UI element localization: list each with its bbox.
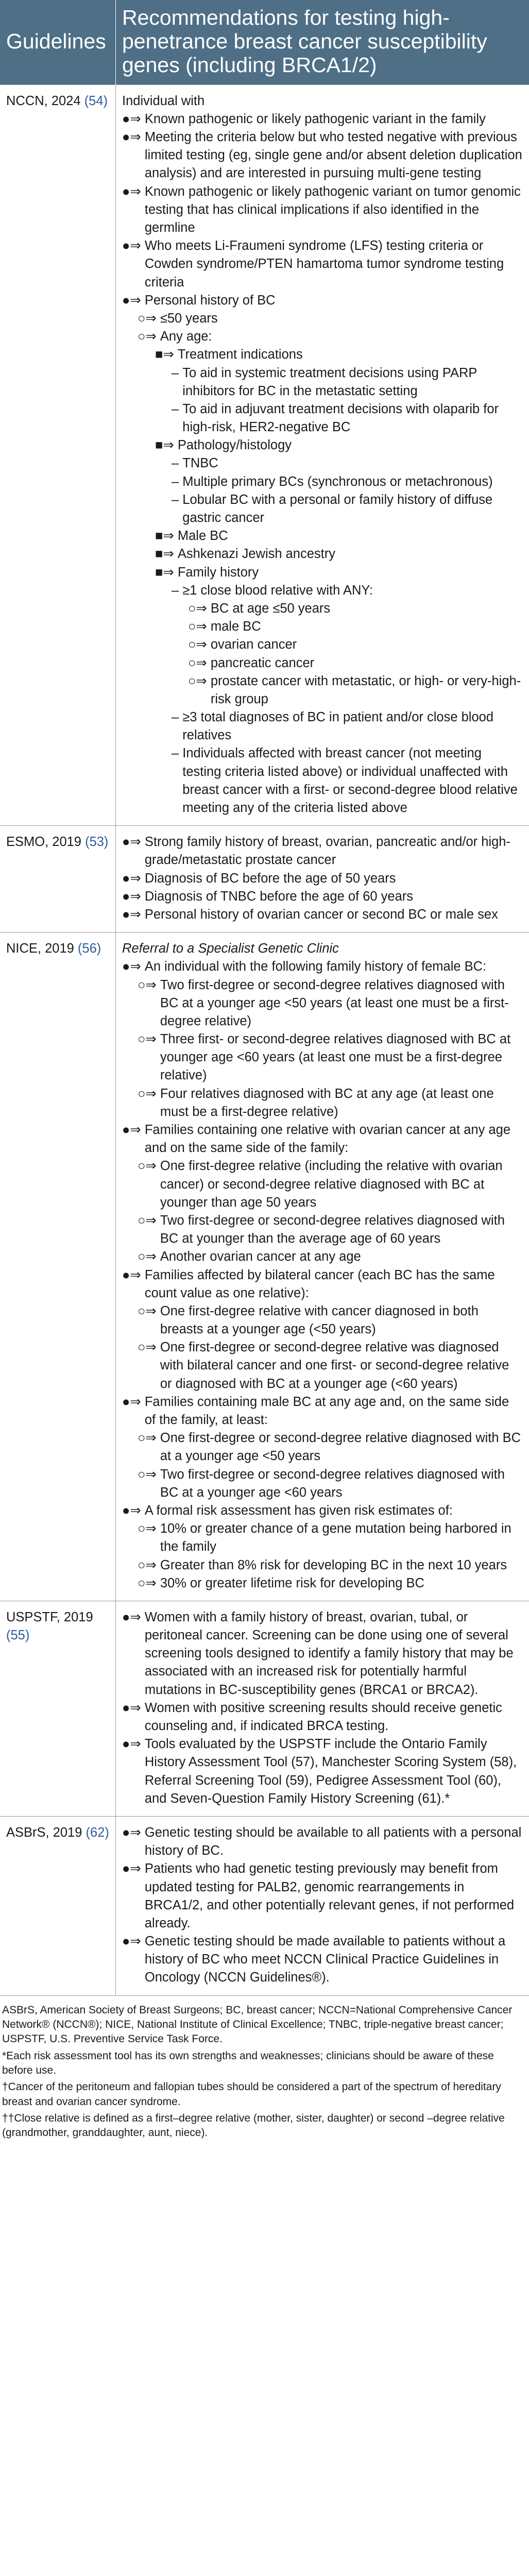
recommendation-item	[172, 400, 523, 436]
recommendation-item	[138, 1030, 523, 1085]
recommendation-text: Families containing male BC at any age and, on the same side of the family, at least:	[144, 1394, 509, 1428]
bullet-icon: ●⇒	[122, 239, 145, 253]
bullet-icon: ●⇒	[122, 1267, 145, 1282]
recommendation-item	[138, 328, 523, 346]
header-row	[0, 0, 529, 84]
recommendation-text: male BC	[210, 619, 261, 634]
bullet-icon: ○⇒	[138, 1303, 160, 1318]
recommendation-item	[188, 636, 523, 654]
table-row	[0, 826, 529, 933]
bullet-icon: ○⇒	[138, 311, 160, 326]
recommendation-item	[188, 618, 523, 636]
footnotes	[0, 1995, 529, 2141]
footnote: †Cancer of the peritoneum and fallopian tubes should be considered a part of the spectrum of hereditary breast and ovarian cancer syndrome.	[2, 2081, 501, 2108]
recommendation-text: Tools evaluated by the USPSTF include the Ontario Family History Assessment Tool (57), Manchester Scoring System (58), Referral Screening Tool (59), Pedigree Assessment Tool (60), and Seven-Question Family History Screening (61).*	[144, 1737, 517, 1806]
bullet-icon: ○⇒	[138, 1575, 160, 1590]
recommendation-item	[188, 654, 523, 672]
table-row	[0, 1816, 529, 1995]
bullet-icon: ●⇒	[122, 1737, 145, 1752]
recommendation-item	[138, 1556, 523, 1574]
recommendation-text: pancreatic cancer	[210, 655, 315, 670]
guideline-cell	[0, 933, 116, 1601]
bullet-icon: ●⇒	[122, 1934, 145, 1949]
recommendation-text: Known pathogenic or likely pathogenic variant on tumor genomic testing that has clinical implications if also identified in the germline	[144, 184, 521, 235]
guideline-reference-link[interactable]: (56)	[77, 941, 101, 956]
bullet-icon: ●⇒	[122, 907, 145, 922]
recommendation-item	[138, 1212, 523, 1248]
recommendation-item	[138, 1302, 523, 1338]
bullet-icon: ■⇒	[155, 438, 178, 453]
recommendations-cell	[116, 826, 529, 933]
bullet-icon: ●⇒	[122, 130, 145, 145]
bullet-icon: –	[172, 365, 183, 380]
guideline-name: NCCN, 2024	[6, 93, 84, 108]
bullet-icon: ○⇒	[138, 1249, 160, 1264]
bullet-icon: ○⇒	[188, 637, 211, 652]
recommendation-text: Personal history of BC	[144, 293, 276, 308]
recommendation-text: 10% or greater chance of a gene mutation being harbored in the family	[160, 1521, 511, 1554]
recommendation-text: Families affected by bilateral cancer (each BC has the same count value as one relative):	[144, 1267, 495, 1300]
recommendation-text: ≥3 total diagnoses of BC in patient and/or close blood relatives	[182, 710, 494, 743]
bullet-icon: –	[172, 492, 183, 507]
recommendation-item	[122, 958, 523, 976]
bullet-icon: ●⇒	[122, 1825, 145, 1840]
recommendation-item	[122, 870, 523, 888]
recommendation-text: Patients who had genetic testing previously may benefit from updated testing for PALB2, genomic rearrangements in BRCA1/2, and other potentially relevant genes, if not performed already.	[144, 1861, 515, 1930]
recommendation-text: Two first-degree or second-degree relatives diagnosed with BC at a younger age <60 years	[160, 1467, 505, 1500]
recommendation-text: ≤50 years	[160, 311, 218, 326]
recommendation-text: Genetic testing should be available to all patients with a personal history of BC.	[144, 1825, 522, 1858]
recommendation-text: Three first- or second-degree relatives diagnosed with BC at younger age <60 years (at least one must be a first-degree relative)	[160, 1032, 511, 1083]
recommendation-text: Multiple primary BCs (synchronous or metachronous)	[182, 474, 493, 489]
recommendations-cell	[116, 84, 529, 826]
recommendations-cell	[116, 1601, 529, 1816]
recommendations-cell	[116, 933, 529, 1601]
recommendation-text: Diagnosis of BC before the age of 50 years	[144, 871, 396, 886]
recommendation-item	[155, 436, 523, 454]
table-body	[0, 84, 529, 1995]
bullet-icon: –	[172, 583, 183, 598]
recommendation-item	[138, 1338, 523, 1393]
guideline-cell	[0, 1601, 116, 1816]
recommendation-text: To aid in adjuvant treatment decisions with olaparib for high-risk, HER2-negative BC	[182, 401, 499, 435]
bullet-icon: –	[172, 710, 183, 725]
recommendation-item	[138, 1248, 523, 1266]
bullet-icon: ○⇒	[188, 601, 211, 616]
recommendation-text: Who meets Li-Fraumeni syndrome (LFS) testing criteria or Cowden syndrome/PTEN hamartoma tumor syndrome testing criteria	[144, 239, 504, 290]
recommendation-text: One first-degree or second-degree relative diagnosed with BC at a younger age <50 years	[160, 1431, 521, 1464]
table-row	[0, 1601, 529, 1816]
recommendation-item	[138, 1520, 523, 1556]
recommendation-text: Strong family history of breast, ovarian, pancreatic and/or high-grade/metastatic prostate cancer	[144, 835, 510, 868]
guideline-reference-link[interactable]: (62)	[86, 1825, 109, 1840]
recommendation-text: BC at age ≤50 years	[210, 601, 331, 616]
recommendation-item	[155, 564, 523, 582]
bullet-icon: ○⇒	[138, 1467, 160, 1482]
recommendation-item	[172, 454, 523, 472]
recommendation-text: Personal history of ovarian cancer or second BC or male sex	[144, 907, 498, 922]
recommendation-item	[188, 600, 523, 618]
recommendation-text: Women with a family history of breast, ovarian, tubal, or peritoneal cancer. Screening can be done using one of several screening tools designed to identify a family history that may be associated with an increased risk for potentially harmful mutations in BC-susceptibility genes (BRCA1 or BRCA2).	[144, 1609, 514, 1697]
guideline-reference-link[interactable]: (55)	[6, 1628, 30, 1643]
recommendation-text: 30% or greater lifetime risk for developing BC	[160, 1575, 424, 1590]
recommendation-text: Diagnosis of TNBC before the age of 60 years	[144, 889, 414, 904]
bullet-icon: ●⇒	[122, 835, 145, 850]
recommendation-text: Families containing one relative with ovarian cancer at any age and on the same side of the family:	[144, 1123, 510, 1156]
recommendation-item	[138, 976, 523, 1031]
bullet-icon: ●⇒	[122, 184, 145, 199]
bullet-icon: ●⇒	[122, 871, 145, 886]
recommendation-item	[122, 1121, 523, 1157]
recommendation-item	[155, 527, 523, 545]
guideline-name: ASBrS, 2019	[6, 1825, 86, 1840]
recommendation-item	[122, 1393, 523, 1429]
bullet-icon: ■⇒	[155, 347, 178, 362]
recommendation-text: To aid in systemic treatment decisions using PARP inhibitors for BC in the metastatic setting	[182, 365, 477, 398]
recommendation-text: Another ovarian cancer at any age	[160, 1249, 361, 1264]
header-recommendations: Recommendations for testing high-penetrance breast cancer susceptibility genes (including BRCA1/2)	[116, 0, 529, 84]
recommendation-item	[138, 1157, 523, 1212]
footnote: ††Close relative is defined as a first–degree relative (mother, sister, daughter) or second –degree relative (grandmother, granddaughter, aunt, niece).	[2, 2112, 505, 2139]
bullet-icon: ●⇒	[122, 1700, 145, 1715]
recommendation-item	[122, 1699, 523, 1735]
recommendation-text: Known pathogenic or likely pathogenic variant in the family	[144, 111, 486, 126]
recommendation-text: Women with positive screening results should receive genetic counseling and, if indicated BRCA testing.	[144, 1700, 502, 1734]
guideline-name: NICE, 2019	[6, 941, 78, 956]
recommendation-text: Referral to a Specialist Genetic Clinic	[122, 941, 339, 956]
guideline-cell	[0, 84, 116, 826]
bullet-icon: –	[172, 401, 183, 416]
recommendation-item	[122, 1933, 523, 1987]
recommendation-text: Four relatives diagnosed with BC at any age (at least one must be a first-degree relative)	[160, 1086, 494, 1119]
recommendation-item	[122, 906, 523, 924]
recommendation-item	[155, 346, 523, 364]
recommendation-item	[122, 1502, 523, 1520]
recommendation-text: Individuals affected with breast cancer (not meeting testing criteria listed above) or individual unaffected with breast cancer with a first- or second-degree blood relative meeting any of the criteria listed above	[182, 746, 518, 816]
table-row	[0, 84, 529, 826]
recommendation-text: ≥1 close blood relative with ANY:	[182, 583, 373, 598]
bullet-icon: –	[172, 746, 183, 761]
recommendation-text: A formal risk assessment has given risk estimates of:	[144, 1503, 453, 1518]
footnote: ASBrS, American Society of Breast Surgeons; BC, breast cancer; NCCN=National Comprehensive Cancer Network® (NCCN®); NICE, National Institute of Clinical Excellence; TNBC, triple-negative breast cancer; USPSTF, U.S. Preventive Service Task Force.	[2, 2004, 513, 2045]
recommendation-text: Individual with	[122, 93, 205, 108]
recommendation-item	[172, 708, 523, 744]
recommendation-text: Pathology/histology	[177, 438, 292, 453]
recommendation-text: An individual with the following family history of female BC:	[144, 959, 487, 974]
guideline-cell	[0, 826, 116, 933]
guideline-reference-link[interactable]: (54)	[84, 93, 108, 108]
bullet-icon: ○⇒	[138, 1431, 160, 1446]
bullet-icon: ○⇒	[138, 1032, 160, 1047]
recommendation-text: Ashkenazi Jewish ancestry	[177, 547, 335, 562]
bullet-icon: ■⇒	[155, 529, 178, 544]
guideline-name: USPSTF, 2019	[6, 1609, 93, 1624]
recommendation-item	[122, 128, 523, 183]
recommendation-text: One first-degree or second-degree relative was diagnosed with bilateral cancer and one first- or second-degree relative or diagnosed with BC at a younger age (<60 years)	[160, 1340, 509, 1391]
guideline-cell	[0, 1816, 116, 1995]
bullet-icon: ○⇒	[138, 1159, 160, 1174]
recommendation-text: Lobular BC with a personal or family history of diffuse gastric cancer	[182, 492, 493, 526]
recommendation-item	[122, 1735, 523, 1808]
bullet-icon: ○⇒	[138, 329, 160, 344]
recommendation-text: Family history	[177, 565, 259, 580]
bullet-icon: ●⇒	[122, 1394, 145, 1409]
recommendation-item	[155, 545, 523, 563]
recommendation-intro	[122, 940, 523, 958]
bullet-icon: ●⇒	[122, 1503, 145, 1518]
recommendation-text: Treatment indications	[177, 347, 303, 362]
footnote: *Each risk assessment tool has its own strengths and weaknesses; clinicians should be aware of these before use.	[2, 2049, 494, 2077]
bullet-icon: ■⇒	[155, 547, 178, 562]
bullet-icon: ○⇒	[138, 1340, 160, 1355]
recommendation-intro	[122, 92, 523, 110]
bullet-icon: ○⇒	[138, 1086, 160, 1101]
bullet-icon: ○⇒	[188, 619, 211, 634]
bullet-icon: ○⇒	[138, 977, 160, 992]
bullet-icon: ●⇒	[122, 1861, 145, 1876]
bullet-icon: ○⇒	[138, 1557, 160, 1572]
recommendation-item	[138, 1085, 523, 1121]
recommendation-text: TNBC	[182, 456, 218, 471]
recommendation-text: Two first-degree or second-degree relatives diagnosed with BC at a younger age <50 years (at least one must be a first-degree relative)	[160, 977, 509, 1028]
recommendation-item	[172, 491, 523, 527]
recommendation-item	[172, 582, 523, 600]
recommendation-item	[122, 1266, 523, 1302]
recommendation-text: One first-degree relative with cancer diagnosed in both breasts at a younger age (<50 years)	[160, 1303, 479, 1337]
recommendation-item	[122, 888, 523, 906]
bullet-icon: ○⇒	[188, 655, 211, 670]
bullet-icon: ●⇒	[122, 1123, 145, 1138]
recommendation-text: Genetic testing should be made available to patients without a history of BC who meet NCCN Clinical Practice Guidelines in Oncology (NCCN Guidelines®).	[144, 1934, 506, 1985]
recommendation-item	[122, 237, 523, 292]
recommendation-item	[122, 1608, 523, 1699]
recommendation-item	[172, 473, 523, 491]
recommendation-item	[122, 183, 523, 238]
recommendation-item	[122, 110, 523, 128]
bullet-icon: ●⇒	[122, 293, 145, 308]
bullet-icon: ■⇒	[155, 565, 178, 580]
recommendation-item	[122, 1860, 523, 1933]
recommendation-text: ovarian cancer	[210, 637, 297, 652]
bullet-icon: ○⇒	[138, 1213, 160, 1228]
recommendation-item	[172, 364, 523, 400]
recommendation-item	[122, 292, 523, 310]
recommendation-item	[172, 744, 523, 817]
recommendation-text: Greater than 8% risk for developing BC in the next 10 years	[160, 1557, 507, 1572]
guideline-name: ESMO, 2019	[6, 835, 86, 850]
recommendation-item	[188, 672, 523, 708]
bullet-icon: –	[172, 456, 183, 471]
recommendation-item	[138, 1429, 523, 1465]
recommendation-text: Two first-degree or second-degree relatives diagnosed with BC at younger than the average age of 60 years	[160, 1213, 505, 1246]
bullet-icon: ●⇒	[122, 889, 145, 904]
recommendation-item	[122, 1824, 523, 1860]
recommendation-item	[138, 1574, 523, 1592]
bullet-icon: ○⇒	[188, 673, 211, 688]
recommendations-cell	[116, 1816, 529, 1995]
bullet-icon: –	[172, 474, 183, 489]
recommendation-text: Any age:	[160, 329, 212, 344]
recommendation-item	[138, 1466, 523, 1502]
bullet-icon: ●⇒	[122, 959, 145, 974]
recommendation-item	[138, 310, 523, 328]
recommendation-text: Meeting the criteria below but who tested negative with previous limited testing (eg, single gene and/or absent deletion duplication analysis) and are interested in pursuing multi-gene testing	[144, 130, 522, 181]
bullet-icon: ●⇒	[122, 111, 145, 126]
recommendation-text: prostate cancer with metastatic, or high- or very-high-risk group	[210, 673, 521, 706]
guideline-reference-link[interactable]: (53)	[85, 835, 109, 850]
recommendation-text: One first-degree relative (including the relative with ovarian cancer) or second-degree relative diagnosed with BC at younger than age 50 years	[160, 1159, 503, 1210]
header-guidelines: Guidelines	[0, 0, 116, 84]
recommendation-item	[122, 833, 523, 869]
recommendation-text: Male BC	[177, 529, 228, 544]
bullet-icon: ●⇒	[122, 1609, 145, 1624]
bullet-icon: ○⇒	[138, 1521, 160, 1536]
table-row	[0, 933, 529, 1601]
